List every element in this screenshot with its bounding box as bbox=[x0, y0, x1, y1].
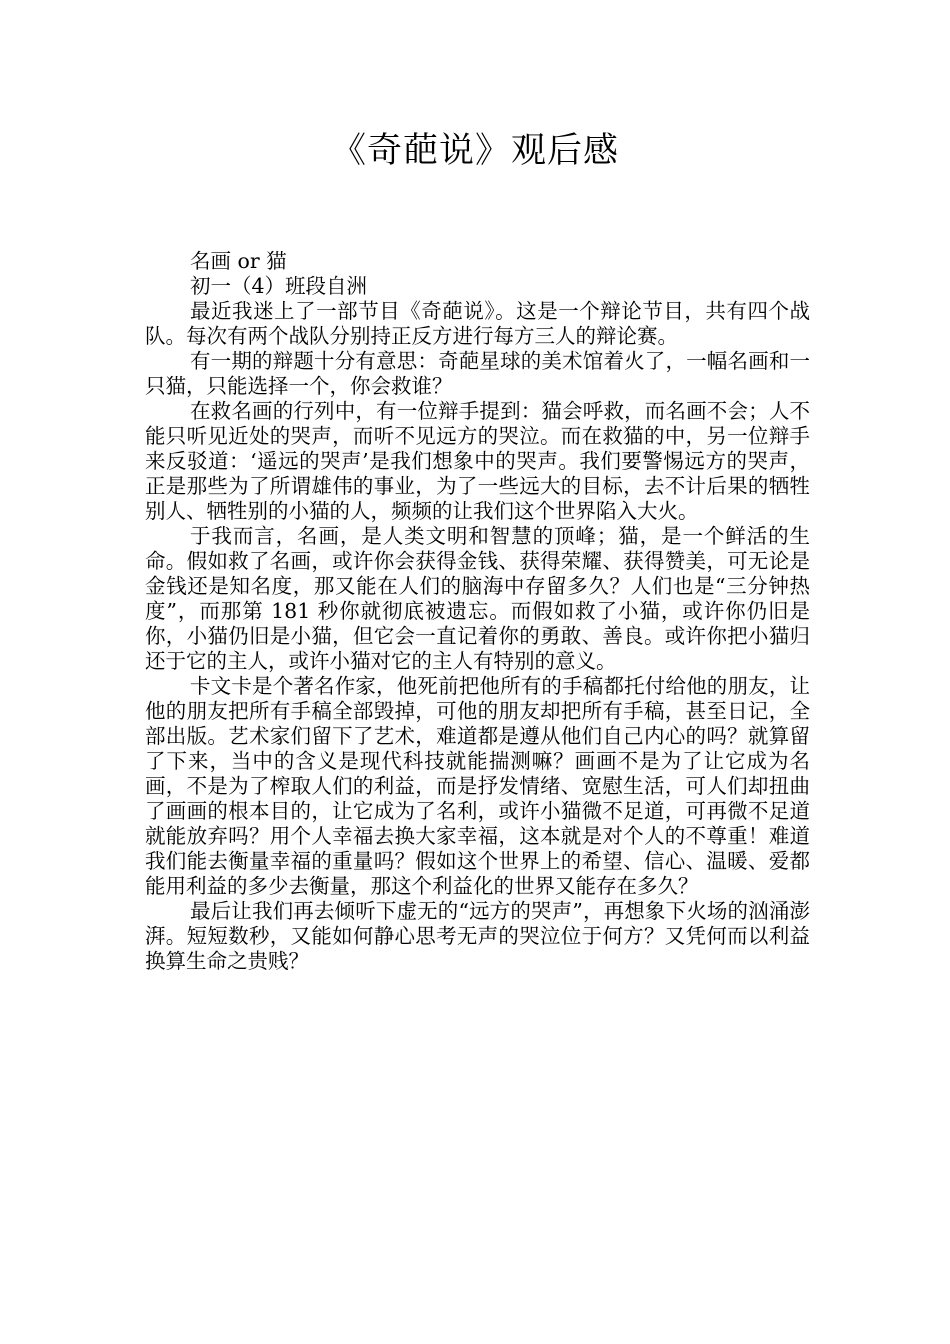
paragraph-1: 最近我迷上了一部节目《奇葩说》。这是一个辩论节目，共有四个战队。每次有两个战队分别持正反方进行每方三人的辩论赛。 bbox=[145, 299, 810, 348]
essay-author: 初一（4）班段自洲 bbox=[190, 274, 368, 298]
paragraph-5: 卡文卡是个著名作家，他死前把他所有的手稿都托付给他的朋友，让他的朋友把所有手稿全部毁掉，可他的朋友却把所有手稿，甚至日记，全部出版。艺术家们留下了艺术，难道都是遵从他们自己内心的吗？就算留了下来，当中的含义是现代科技就能揣测嘛？画画不是为了让它成为名画，不是为了榨取人们的利益，而是抒发情绪、宽慰生活，可人们却扭曲了画画的根本目的，让它成为了名利，或许小猫微不足道，可再微不足道就能放弃吗？用个人幸福去换大家幸福，这本就是对个人的不尊重！难道我们能去衡量幸福的重量吗？假如这个世界上的希望、信心、温暖、爱都能用利益的多少去衡量，那这个利益化的世界又能存在多久？ bbox=[145, 674, 810, 898]
paragraph-6: 最后让我们再去倾听下虚无的“远方的哭声”，再想象下火场的汹涌澎湃。短短数秒，又能如何静心思考无声的哭泣位于何方？又凭何而以利益换算生命之贵贱？ bbox=[145, 899, 810, 973]
document-title: 《奇葩说》观后感 bbox=[330, 131, 619, 171]
paragraph-2: 有一期的辩题十分有意思：奇葩星球的美术馆着火了，一幅名画和一只猫，只能选择一个，你会救谁？ bbox=[145, 349, 810, 398]
document-body bbox=[145, 249, 810, 974]
paragraph-4: 于我而言，名画，是人类文明和智慧的顶峰；猫，是一个鲜活的生命。假如救了名画，或许你会获得金钱、获得荣耀、获得赞美，可无论是金钱还是知名度，那又能在人们的脑海中存留多久？人们也是“三分钟热度”，而那第 181 秒你就彻底被遗忘。而假如救了小猫，或许你仍旧是你，小猫仍旧是小猫，但它会一直记着你的勇敢、善良。或许你把小猫归还于它的主人，或许小猫对它的主人有特别的意义。 bbox=[145, 524, 810, 673]
paragraph-3: 在救名画的行列中，有一位辩手提到：猫会呼救，而名画不会；人不能只听见近处的哭声，而听不见远方的哭泣。而在救猫的中，另一位辩手来反驳道：‘遥远的哭声’是我们想象中的哭声。我们要警惕远方的哭声，正是那些为了所谓雄伟的事业，为了一些远大的目标，去不计后果的牺牲别人、牺牲别的小猫的人，频频的让我们这个世界陷入大火。 bbox=[145, 399, 810, 523]
essay-subtitle: 名画 or 猫 bbox=[190, 249, 287, 273]
